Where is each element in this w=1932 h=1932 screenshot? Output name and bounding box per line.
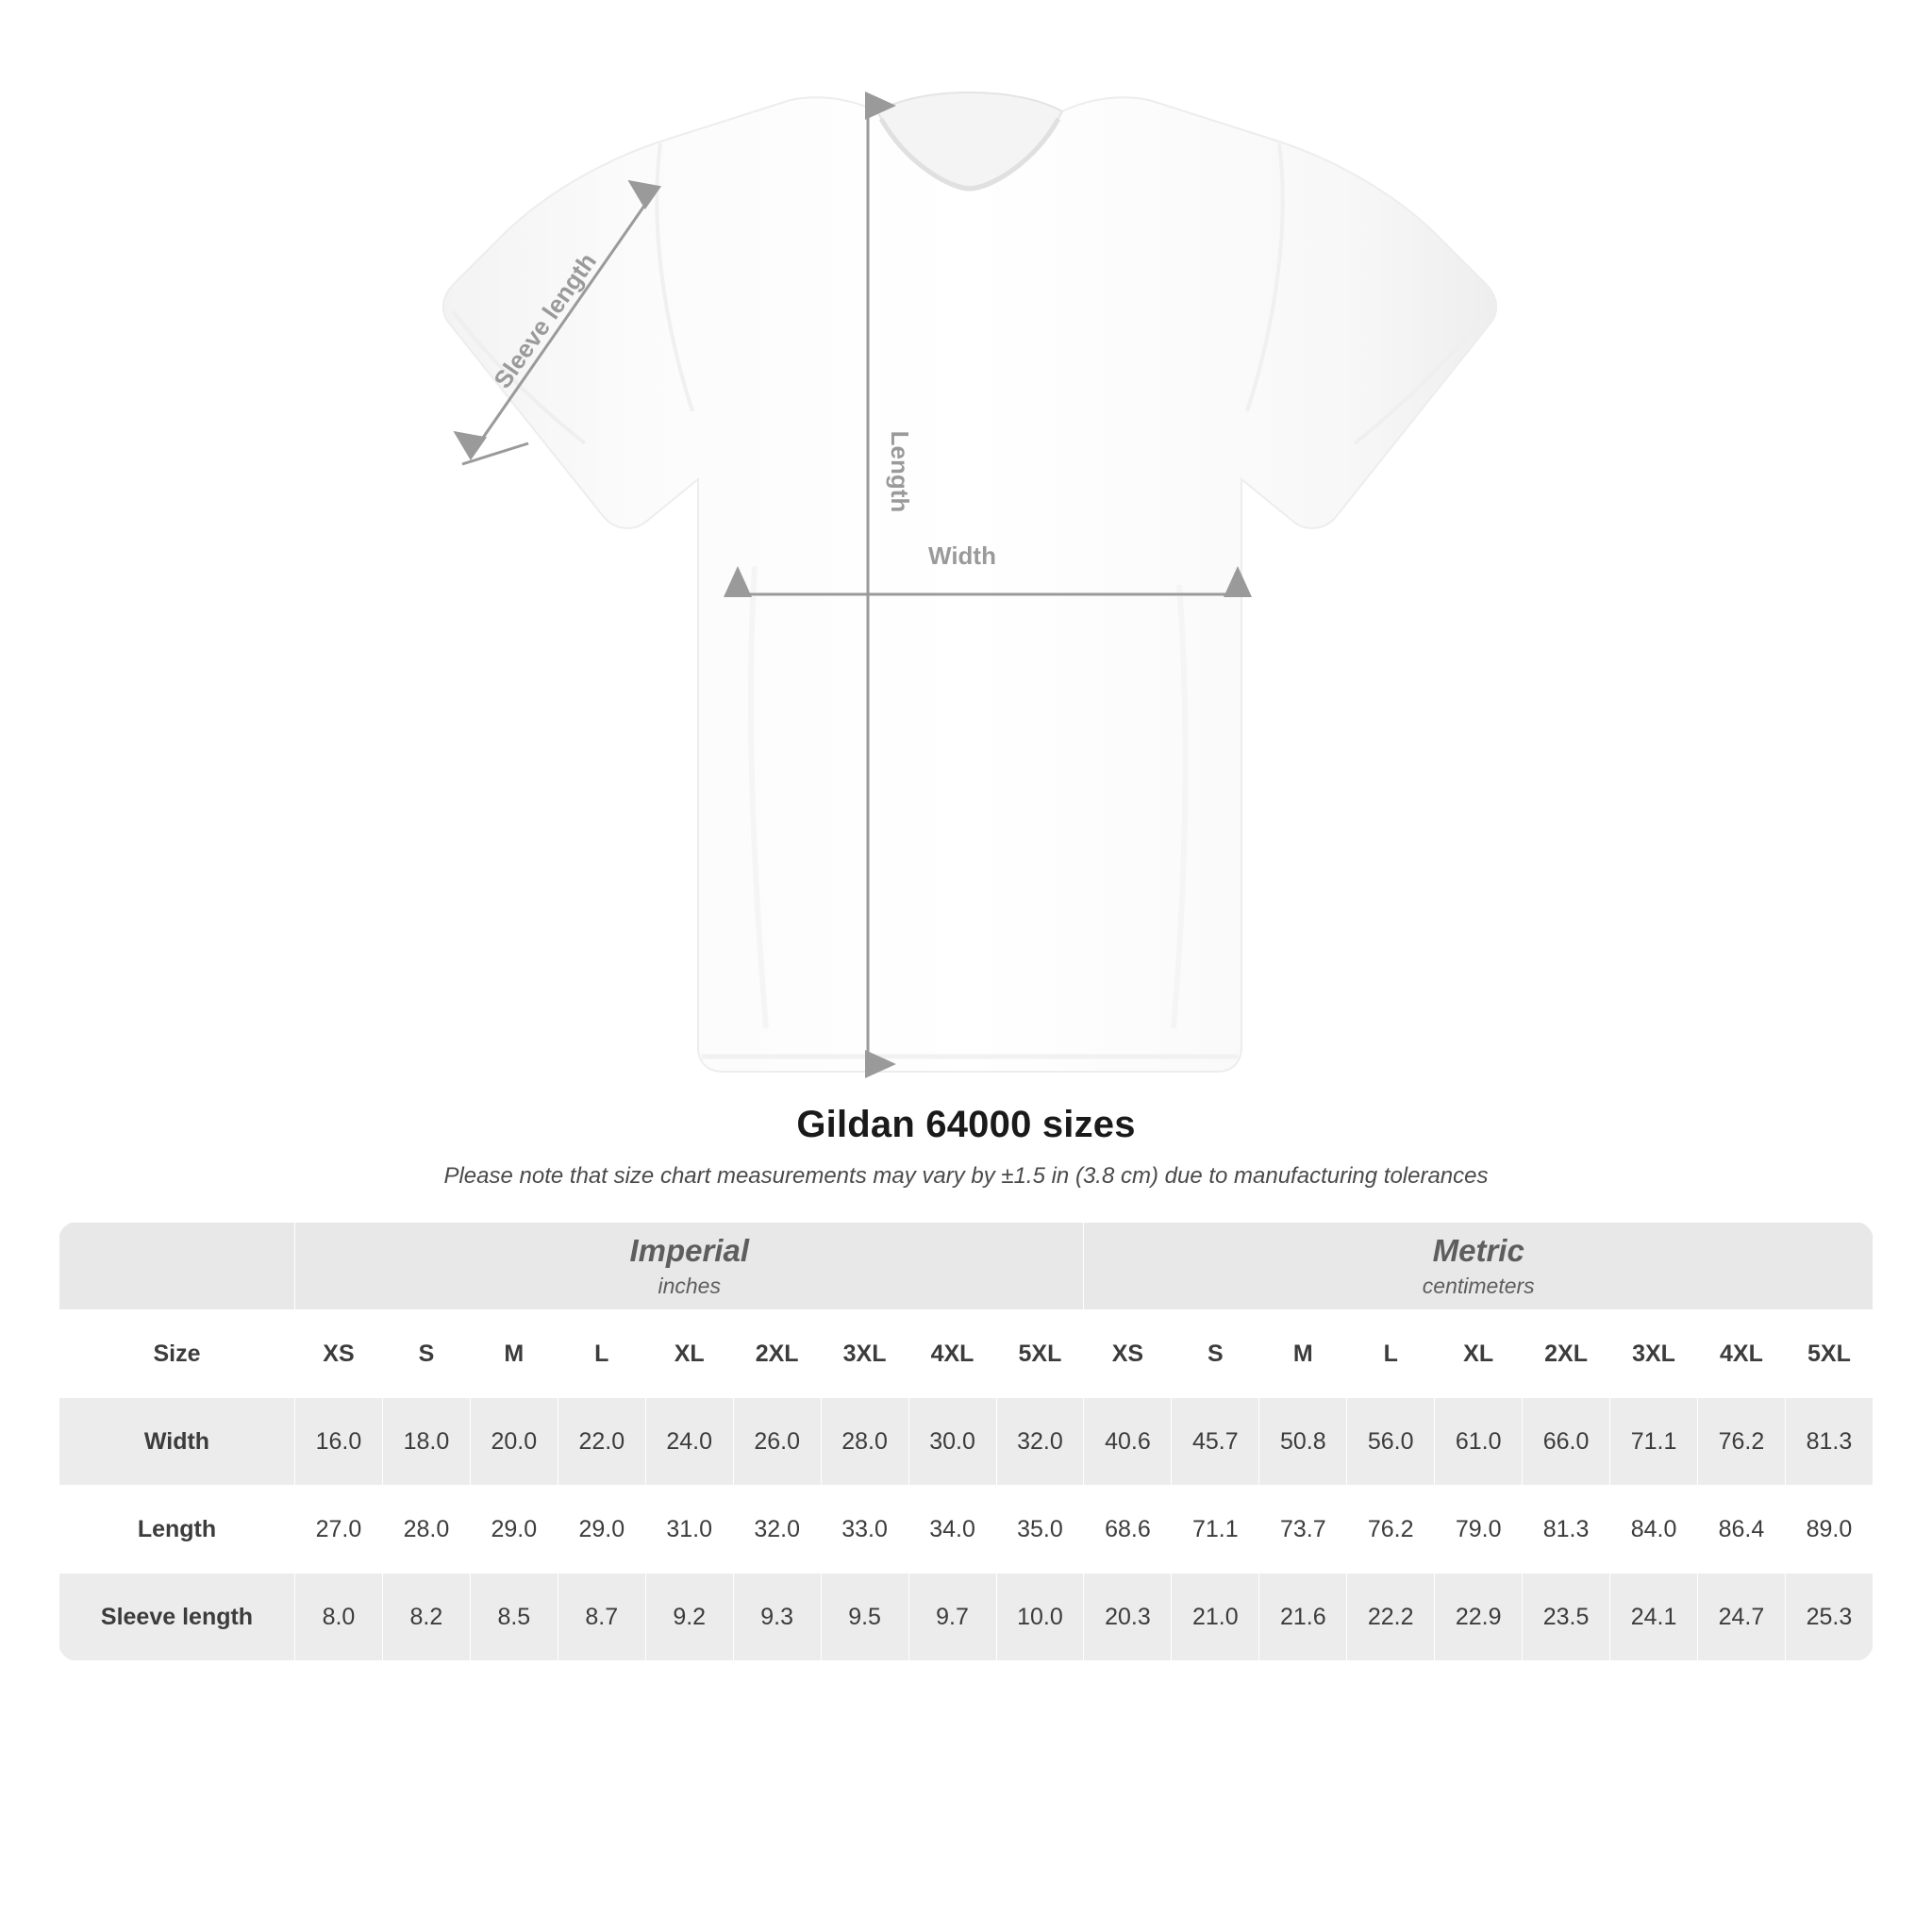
label-sleeve-length: Sleeve length [488, 247, 602, 394]
cell-width-imperial-3xl: 28.0 [821, 1398, 908, 1486]
table-header-row [59, 1310, 1874, 1398]
size-table-wrapper [58, 1222, 1874, 1661]
cell-width-imperial-2xl: 26.0 [733, 1398, 821, 1486]
table-row [59, 1486, 1874, 1574]
page-title: Gildan 64000 sizes [796, 1104, 1136, 1145]
cell-length-metric-2xl: 81.3 [1523, 1486, 1610, 1574]
cell-length-metric-xl: 79.0 [1435, 1486, 1523, 1574]
cell-sleeve-length-metric-xl: 22.9 [1435, 1574, 1523, 1661]
cell-length-imperial-xl: 31.0 [645, 1486, 733, 1574]
column-header-imperial-xl: XL [645, 1310, 733, 1398]
cell-length-metric-xs: 68.6 [1084, 1486, 1172, 1574]
column-header-imperial-4xl: 4XL [908, 1310, 996, 1398]
cell-sleeve-length-metric-2xl: 23.5 [1523, 1574, 1610, 1661]
cell-width-imperial-5xl: 32.0 [996, 1398, 1084, 1486]
cell-length-metric-m: 73.7 [1259, 1486, 1347, 1574]
cell-length-metric-l: 76.2 [1347, 1486, 1435, 1574]
unit-group-metric [1084, 1223, 1874, 1310]
cell-length-imperial-4xl: 34.0 [908, 1486, 996, 1574]
cell-sleeve-length-imperial-3xl: 9.5 [821, 1574, 908, 1661]
cell-width-imperial-xs: 16.0 [295, 1398, 383, 1486]
column-header-metric-2xl: 2XL [1523, 1310, 1610, 1398]
table-row [59, 1574, 1874, 1661]
cell-sleeve-length-imperial-4xl: 9.7 [908, 1574, 996, 1661]
unit-group-row [59, 1223, 1874, 1310]
label-width: Width [928, 541, 996, 570]
column-header-imperial-m: M [470, 1310, 558, 1398]
cell-sleeve-length-metric-3xl: 24.1 [1610, 1574, 1698, 1661]
column-header-imperial-s: S [382, 1310, 470, 1398]
cell-width-metric-l: 56.0 [1347, 1398, 1435, 1486]
row-label-length: Length [59, 1486, 295, 1574]
column-header-metric-l: L [1347, 1310, 1435, 1398]
cell-sleeve-length-metric-4xl: 24.7 [1698, 1574, 1786, 1661]
unit-group-name: Metric [1432, 1233, 1524, 1269]
table-corner-cell [59, 1223, 295, 1310]
cell-length-imperial-s: 28.0 [382, 1486, 470, 1574]
tshirt-shape [443, 92, 1496, 1072]
cell-width-metric-s: 45.7 [1172, 1398, 1259, 1486]
cell-width-metric-xl: 61.0 [1435, 1398, 1523, 1486]
cell-width-imperial-m: 20.0 [470, 1398, 558, 1486]
cell-length-imperial-3xl: 33.0 [821, 1486, 908, 1574]
column-header-imperial-5xl: 5XL [996, 1310, 1084, 1398]
column-header-metric-s: S [1172, 1310, 1259, 1398]
cell-length-imperial-m: 29.0 [470, 1486, 558, 1574]
column-header-metric-3xl: 3XL [1610, 1310, 1698, 1398]
unit-group-sub: centimeters [1422, 1273, 1535, 1298]
column-header-imperial-l: L [558, 1310, 645, 1398]
column-header-metric-5xl: 5XL [1785, 1310, 1873, 1398]
cell-width-metric-5xl: 81.3 [1785, 1398, 1873, 1486]
unit-group-imperial [295, 1223, 1084, 1310]
cell-sleeve-length-metric-l: 22.2 [1347, 1574, 1435, 1661]
cell-sleeve-length-imperial-l: 8.7 [558, 1574, 645, 1661]
label-length: Length [886, 430, 914, 513]
cell-sleeve-length-imperial-xl: 9.2 [645, 1574, 733, 1661]
row-label-width: Width [59, 1398, 295, 1486]
cell-length-imperial-2xl: 32.0 [733, 1486, 821, 1574]
cell-length-metric-3xl: 84.0 [1610, 1486, 1698, 1574]
cell-length-imperial-5xl: 35.0 [996, 1486, 1084, 1574]
cell-sleeve-length-metric-m: 21.6 [1259, 1574, 1347, 1661]
cell-sleeve-length-imperial-s: 8.2 [382, 1574, 470, 1661]
cell-width-imperial-xl: 24.0 [645, 1398, 733, 1486]
cell-width-imperial-s: 18.0 [382, 1398, 470, 1486]
column-header-metric-xl: XL [1435, 1310, 1523, 1398]
column-header-metric-xs: XS [1084, 1310, 1172, 1398]
cell-sleeve-length-metric-xs: 20.3 [1084, 1574, 1172, 1661]
cell-sleeve-length-imperial-xs: 8.0 [295, 1574, 383, 1661]
cell-length-metric-4xl: 86.4 [1698, 1486, 1786, 1574]
cell-length-imperial-l: 29.0 [558, 1486, 645, 1574]
unit-group-name: Imperial [629, 1233, 749, 1269]
column-header-metric-m: M [1259, 1310, 1347, 1398]
cell-sleeve-length-metric-s: 21.0 [1172, 1574, 1259, 1661]
cell-sleeve-length-imperial-m: 8.5 [470, 1574, 558, 1661]
page-subtitle: Please note that size chart measurements may vary by ±1.5 in (3.8 cm) due to manufacturing tolerances [443, 1163, 1489, 1189]
cell-width-metric-3xl: 71.1 [1610, 1398, 1698, 1486]
unit-group-sub: inches [658, 1273, 721, 1298]
size-table [58, 1222, 1874, 1661]
table-row [59, 1398, 1874, 1486]
cell-sleeve-length-metric-5xl: 25.3 [1785, 1574, 1873, 1661]
cell-width-metric-m: 50.8 [1259, 1398, 1347, 1486]
cell-length-imperial-xs: 27.0 [295, 1486, 383, 1574]
column-header-imperial-2xl: 2XL [733, 1310, 821, 1398]
cell-width-imperial-4xl: 30.0 [908, 1398, 996, 1486]
column-header-imperial-3xl: 3XL [821, 1310, 908, 1398]
cell-width-metric-xs: 40.6 [1084, 1398, 1172, 1486]
cell-width-imperial-l: 22.0 [558, 1398, 645, 1486]
cell-sleeve-length-imperial-5xl: 10.0 [996, 1574, 1084, 1661]
cell-width-metric-4xl: 76.2 [1698, 1398, 1786, 1486]
cell-sleeve-length-imperial-2xl: 9.3 [733, 1574, 821, 1661]
cell-length-metric-s: 71.1 [1172, 1486, 1259, 1574]
header-size-label: Size [59, 1310, 295, 1398]
column-header-metric-4xl: 4XL [1698, 1310, 1786, 1398]
cell-width-metric-2xl: 66.0 [1523, 1398, 1610, 1486]
cell-length-metric-5xl: 89.0 [1785, 1486, 1873, 1574]
row-label-sleeve-length: Sleeve length [59, 1574, 295, 1661]
column-header-imperial-xs: XS [295, 1310, 383, 1398]
